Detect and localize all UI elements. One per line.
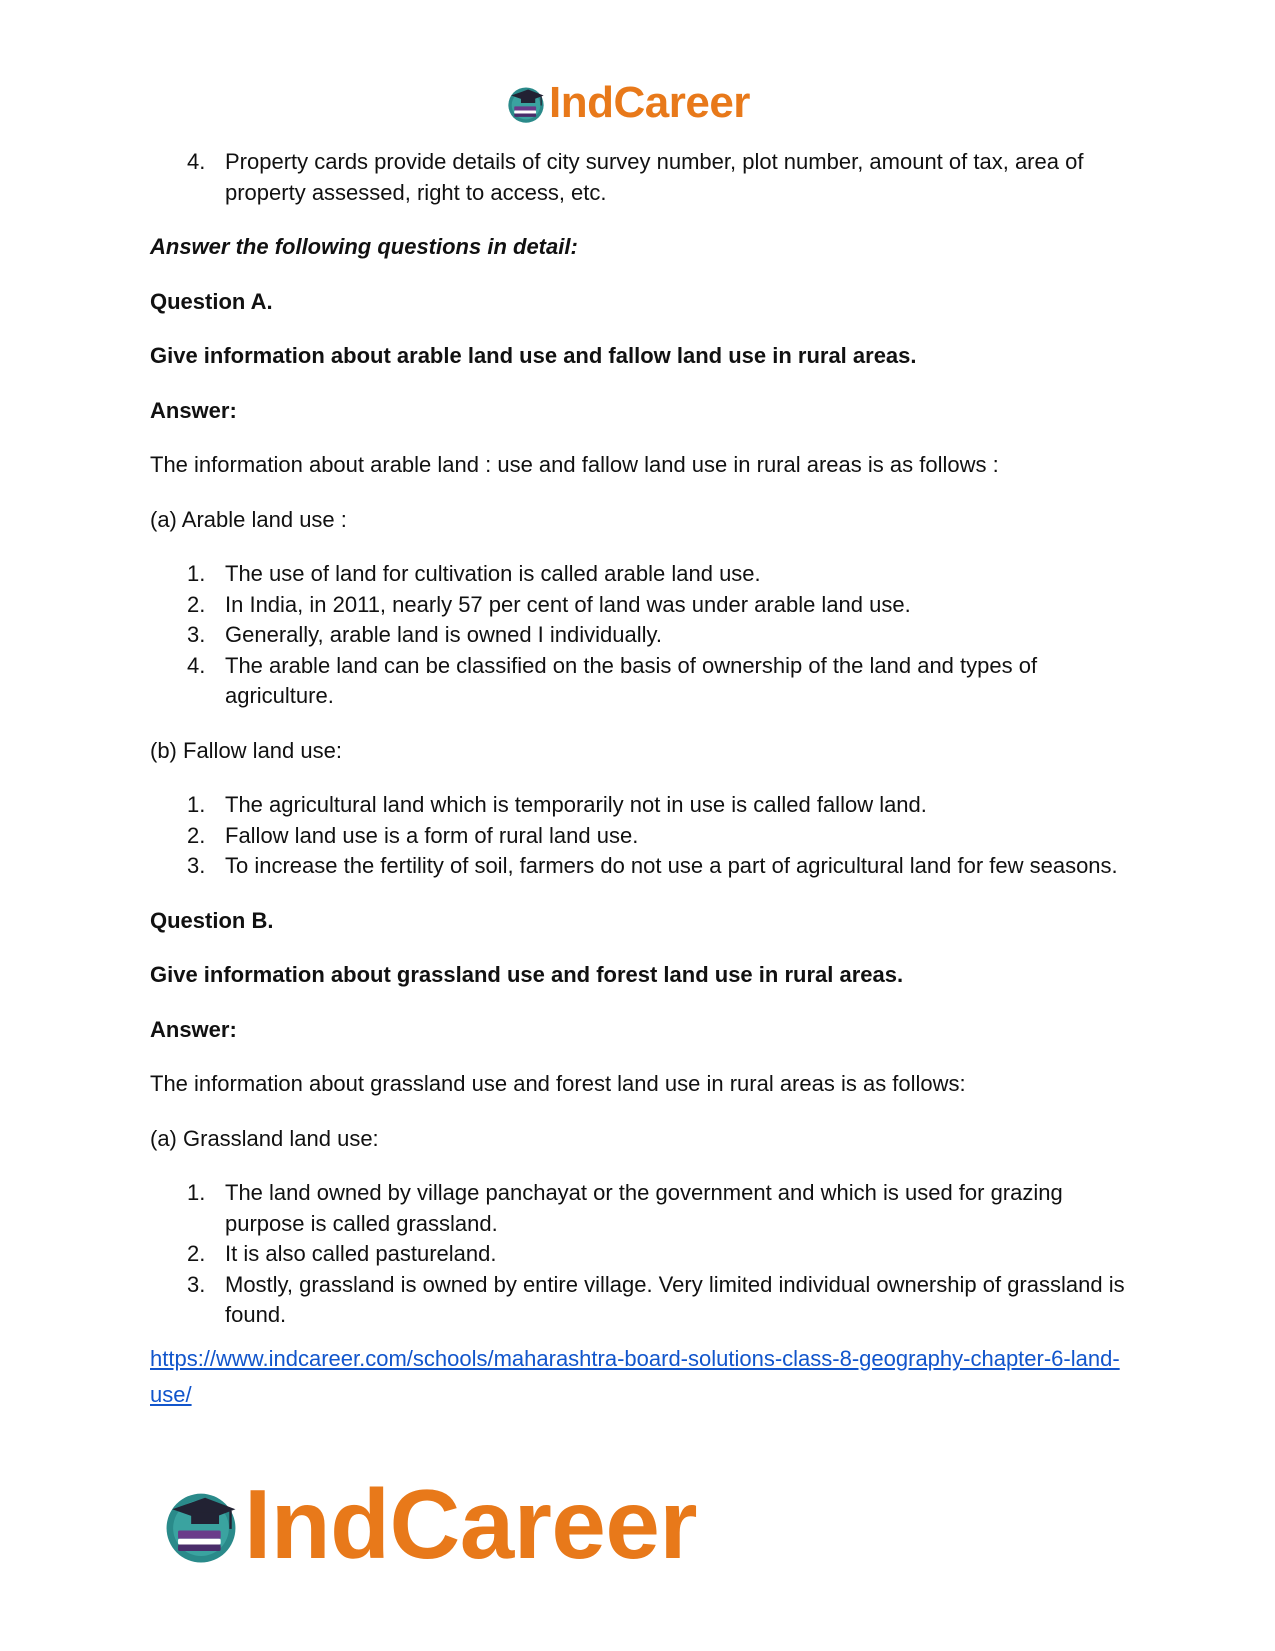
list-number: 2. <box>187 1241 206 1266</box>
question-a-text: Give information about arable land use and fallow land use in rural areas. <box>150 343 917 368</box>
list-item <box>150 620 1130 651</box>
header-logo <box>505 78 750 128</box>
answer-b-intro: The information about grassland use and forest land use in rural areas is as follows: <box>150 1071 966 1096</box>
list-item <box>150 651 1130 712</box>
list-item <box>150 1270 1130 1331</box>
list-number: 3. <box>187 1271 206 1297</box>
fallow-list <box>150 790 1130 882</box>
list-number: 1. <box>187 792 206 817</box>
document-body <box>150 147 1130 1413</box>
footer-logo <box>160 1470 697 1578</box>
list-number: 2. <box>187 822 206 848</box>
list-item <box>150 1239 1130 1270</box>
list-number: 3. <box>187 622 206 647</box>
fallow-heading: (b) Fallow land use: <box>150 737 342 763</box>
list-text: The agricultural land which is temporarily not in use is called fallow land. <box>225 792 927 817</box>
list-text: Fallow land use is a form of rural land use. <box>225 822 639 848</box>
list-text: Mostly, grassland is owned by entire village. Very limited individual ownership of grassland is found. <box>225 1271 1125 1327</box>
list-text: In India, in 2011, nearly 57 per cent of land was under arable land use. <box>225 591 911 617</box>
list-text: The land owned by village panchayat or the government and which is used for grazing purpose is called grassland. <box>225 1180 1063 1236</box>
list-number: 3. <box>187 853 206 878</box>
list-text: Property cards provide details of city survey number, plot number, amount of tax, area of property assessed, right to access, etc. <box>225 149 1084 205</box>
list-number: 2. <box>187 591 206 617</box>
list-item <box>150 821 1130 852</box>
answer-b-label: Answer: <box>150 1016 237 1042</box>
instruction-heading: Answer the following questions in detail: <box>150 234 578 259</box>
intro-list <box>150 147 1130 208</box>
question-b-text: Give information about grassland use and forest land use in rural areas. <box>150 962 904 987</box>
graduation-book-icon <box>505 82 547 124</box>
list-text: The use of land for cultivation is called arable land use. <box>225 561 761 586</box>
answer-a-intro: The information about arable land : use and fallow land use in rural areas is as follows : <box>150 452 999 477</box>
list-item <box>150 559 1130 590</box>
list-item <box>150 1178 1130 1239</box>
brand-name: IndCareer <box>549 78 750 127</box>
list-item <box>150 147 1130 208</box>
list-item <box>150 590 1130 621</box>
list-item <box>150 851 1130 882</box>
brand-name: IndCareer <box>244 1469 698 1579</box>
grassland-list <box>150 1178 1130 1331</box>
source-link[interactable]: https://www.indcareer.com/schools/maharashtra-board-solutions-class-8-geography-chapter-6-land-use/ <box>150 1345 1120 1407</box>
list-number: 4. <box>187 652 206 678</box>
list-text: To increase the fertility of soil, farmers do not use a part of agricultural land for few seasons. <box>225 853 1118 878</box>
grassland-heading: (a) Grassland land use: <box>150 1125 379 1151</box>
question-a-label: Question A. <box>150 288 273 314</box>
answer-a-label: Answer: <box>150 397 237 423</box>
list-item <box>150 790 1130 821</box>
question-b-label: Question B. <box>150 907 274 933</box>
arable-heading: (a) Arable land use : <box>150 506 347 532</box>
list-text: Generally, arable land is owned I individually. <box>225 622 662 647</box>
arable-list <box>150 559 1130 712</box>
list-number: 1. <box>187 561 206 586</box>
list-number: 4. <box>187 149 206 174</box>
list-text: It is also called pastureland. <box>225 1241 497 1266</box>
list-number: 1. <box>187 1180 206 1205</box>
graduation-book-icon <box>160 1483 242 1565</box>
list-text: The arable land can be classified on the basis of ownership of the land and types of agriculture. <box>225 652 1038 708</box>
